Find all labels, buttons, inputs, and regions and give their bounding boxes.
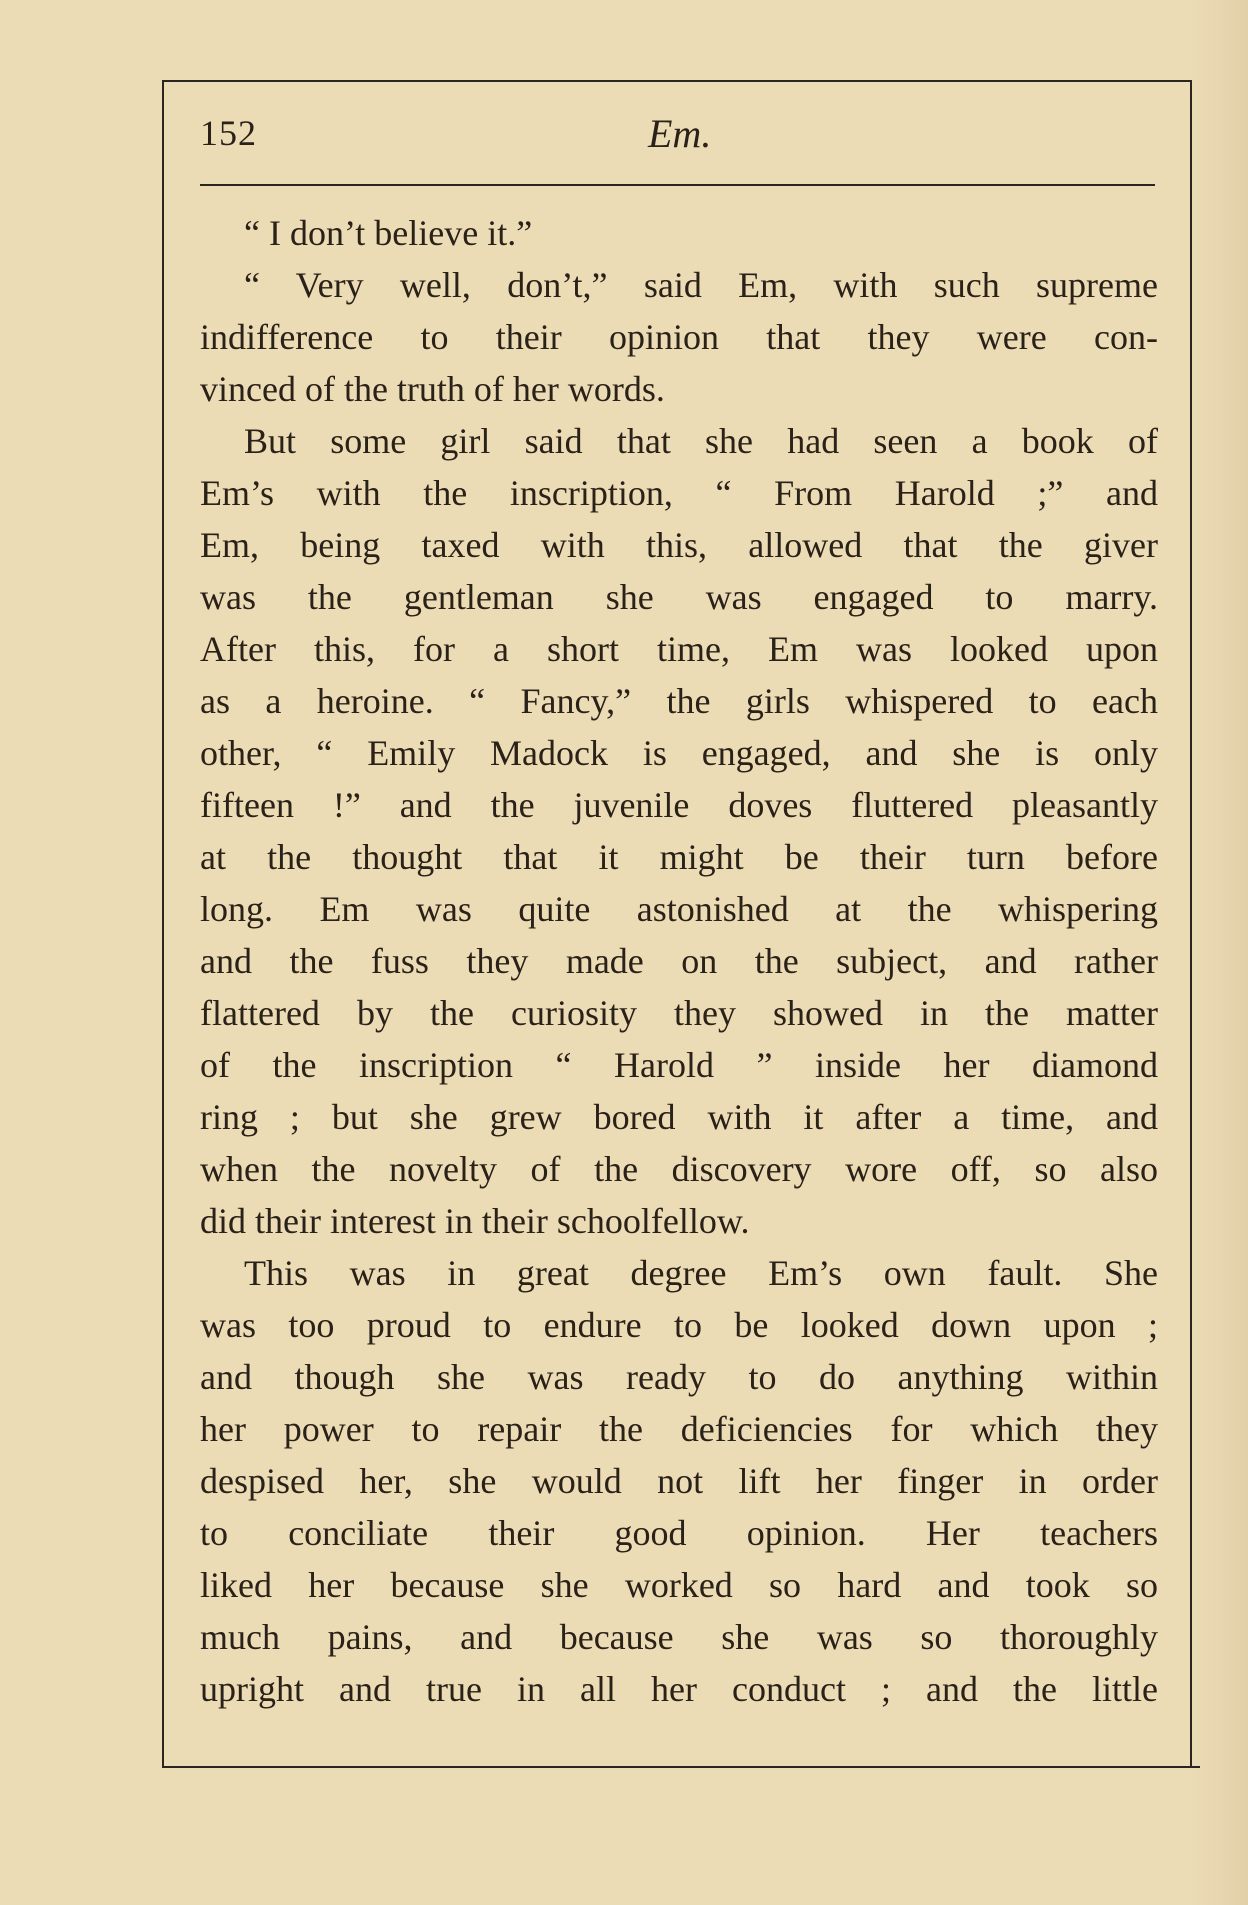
text-line: “ Very well, don’t,” said Em, with such supreme [244,265,1158,305]
page-edge-shading [1188,0,1248,1905]
text-line: was the gentleman she was engaged to marry. [200,577,1158,617]
text-line: to conciliate their good opinion. Her teachers [200,1513,1158,1553]
text-line: was too proud to endure to be looked down upon ; [200,1305,1158,1345]
text-line: This was in great degree Em’s own fault. She [244,1253,1158,1293]
running-head [200,112,1155,172]
text-line: flattered by the curiosity they showed in the matter [200,993,1158,1033]
text-line: liked her because she worked so hard and took so [200,1565,1158,1605]
text-line: long. Em was quite astonished at the whispering [200,889,1158,929]
text-line: as a heroine. “ Fancy,” the girls whispered to each [200,681,1158,721]
text-line: of the inscription “ Harold ” inside her diamond [200,1045,1158,1085]
page-border-bottom [162,1766,1200,1768]
text-line: other, “ Emily Madock is engaged, and she is only [200,733,1158,773]
text-line: vinced of the truth of her words. [200,369,665,409]
text-line: when the novelty of the discovery wore off, so also [200,1149,1158,1189]
text-line: After this, for a short time, Em was looked upon [200,629,1158,669]
text-line: indifference to their opinion that they were con- [200,317,1158,357]
running-title: Em. [648,111,712,156]
body-text [200,207,1158,1715]
text-line: despised her, she would not lift her finger in order [200,1461,1158,1501]
text-line: and though she was ready to do anything within [200,1357,1158,1397]
text-line: much pains, and because she was so thoroughly [200,1617,1158,1657]
text-line: her power to repair the deficiencies for which they [200,1409,1158,1449]
text-line: Em, being taxed with this, allowed that the giver [200,525,1158,565]
text-line: But some girl said that she had seen a book of [244,421,1158,461]
text-line: Em’s with the inscription, “ From Harold ;” and [200,473,1158,513]
text-line: at the thought that it might be their turn before [200,837,1158,877]
header-rule [200,184,1155,186]
text-line: fifteen !” and the juvenile doves fluttered pleasantly [200,785,1158,825]
text-line: and the fuss they made on the subject, and rather [200,941,1158,981]
text-line: ring ; but she grew bored with it after a time, and [200,1097,1158,1137]
text-line: “ I don’t believe it.” [244,213,533,253]
text-line: did their interest in their schoolfellow. [200,1201,750,1241]
text-line: upright and true in all her conduct ; and the little [200,1669,1158,1709]
page-number: 152 [200,113,257,153]
